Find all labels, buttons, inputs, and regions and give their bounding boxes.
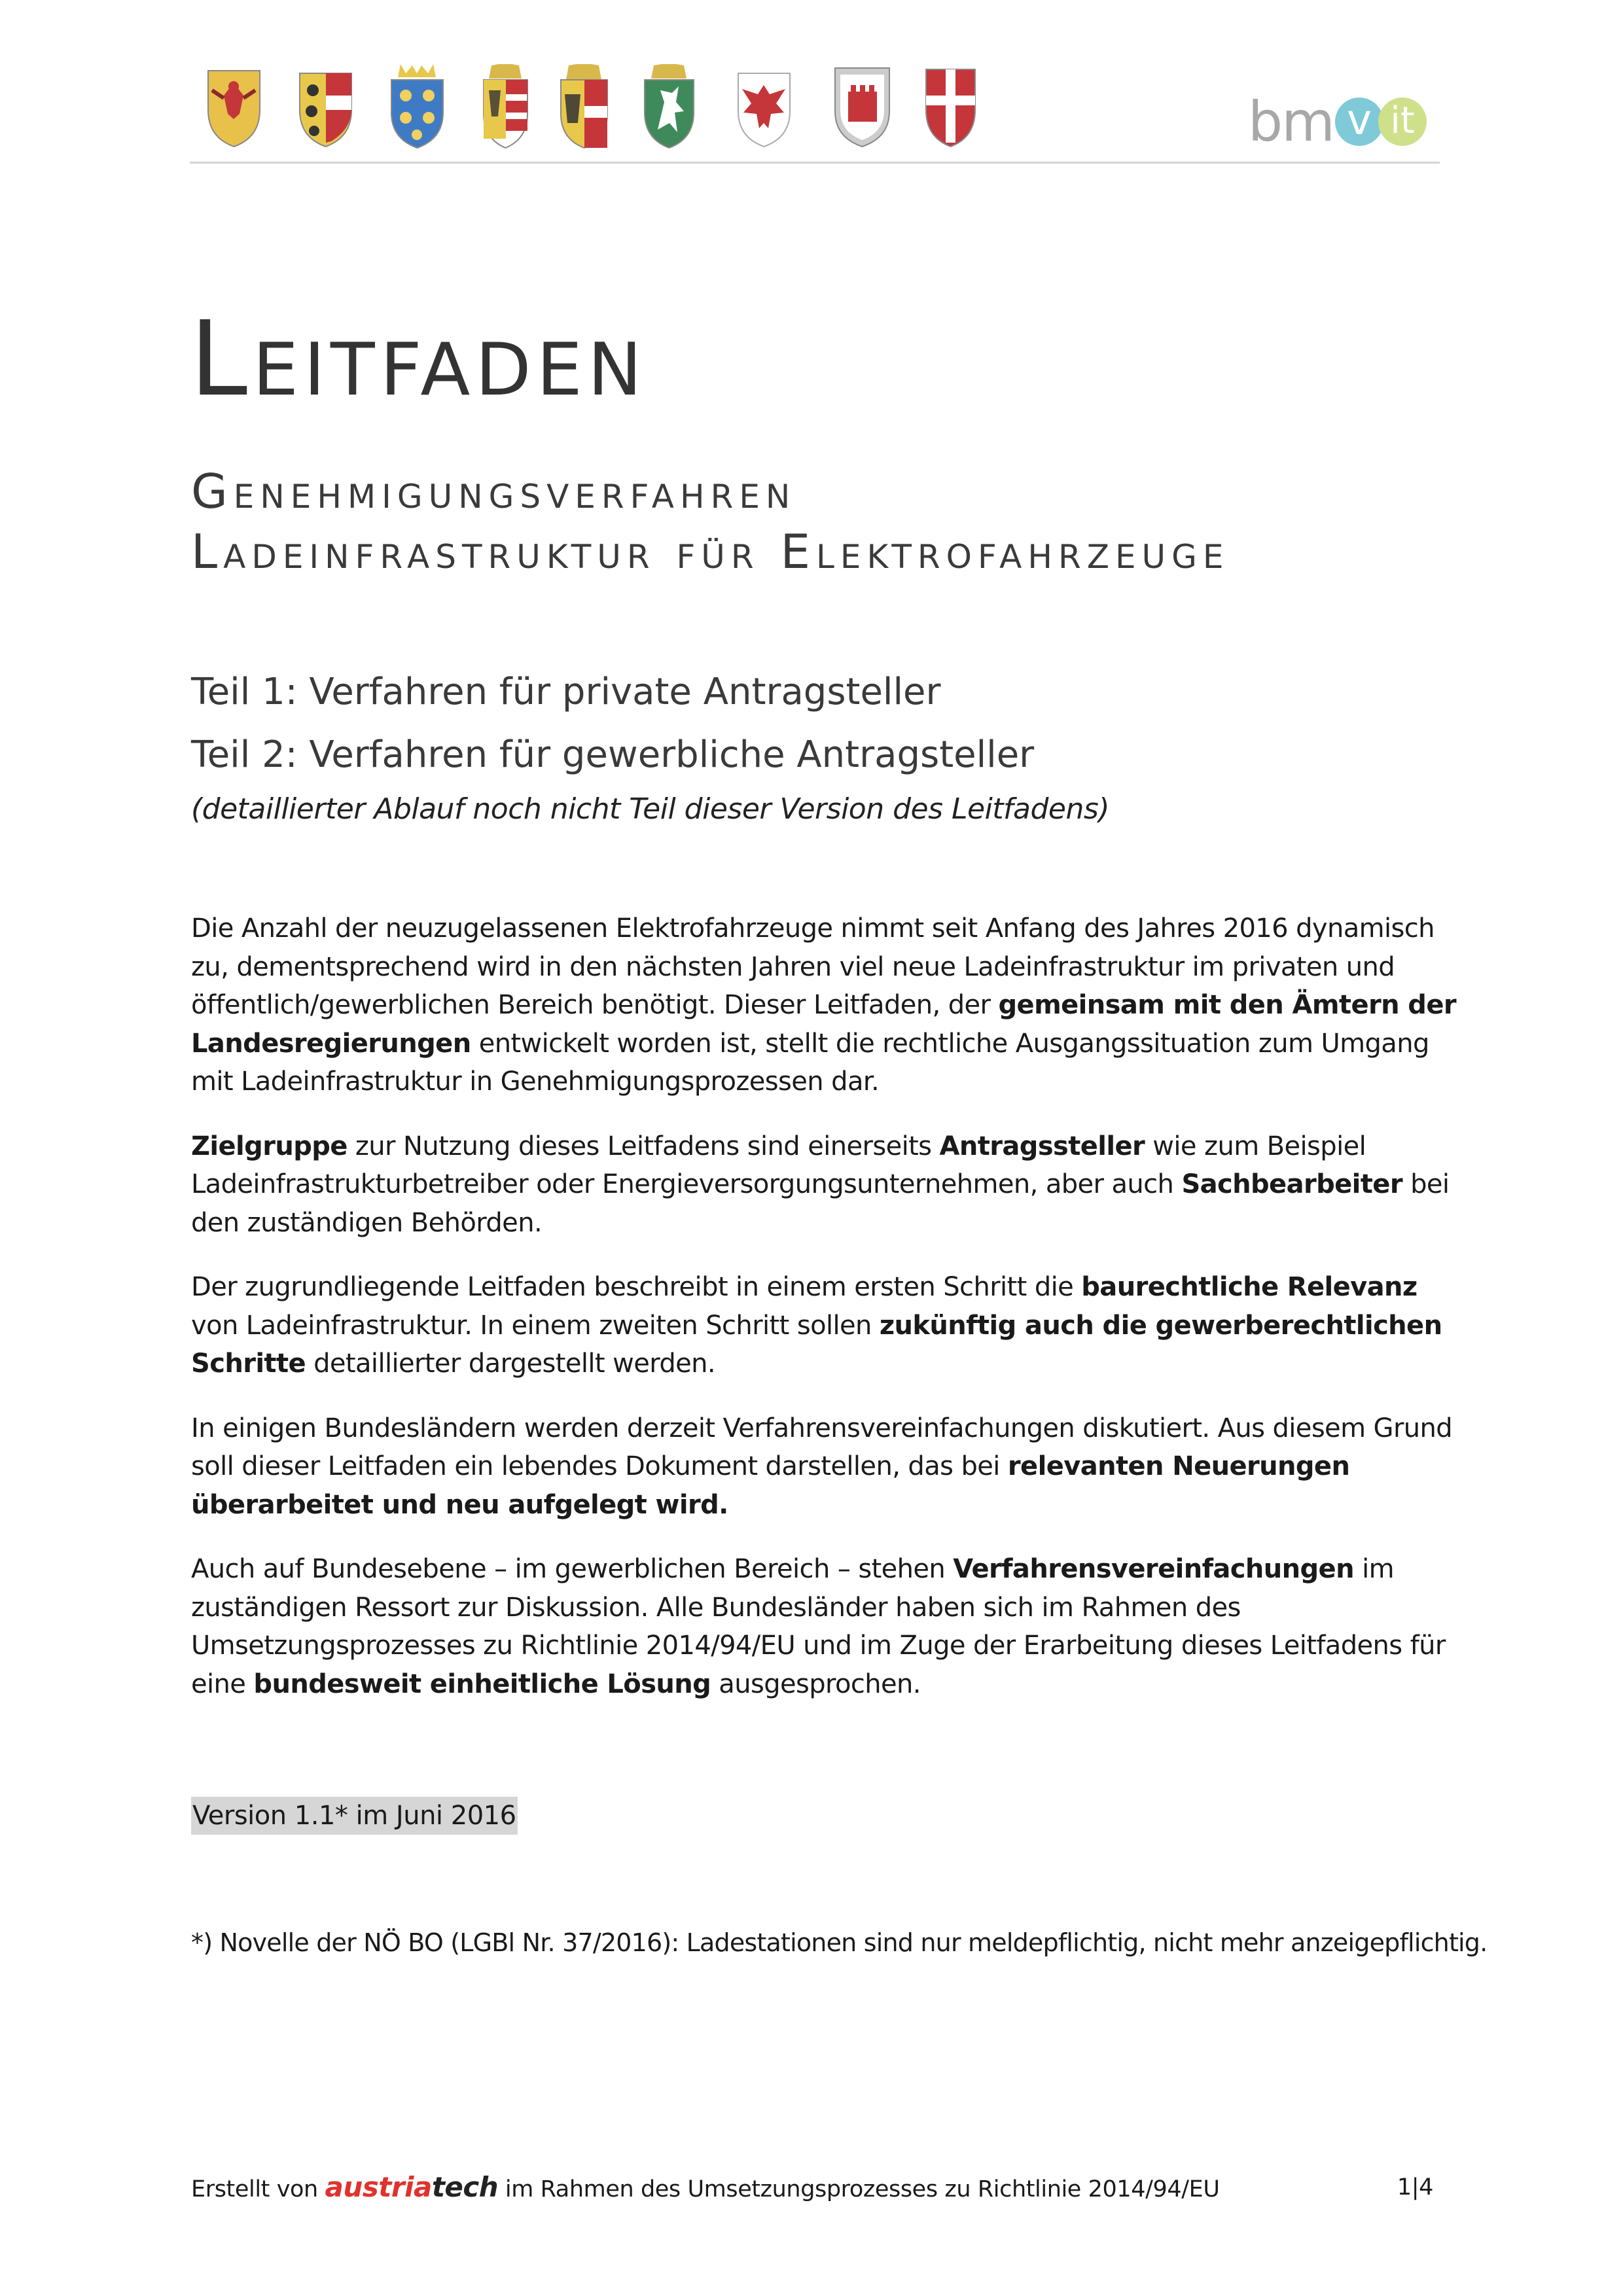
emphasis: Antragssteller (939, 1131, 1145, 1161)
paragraph-target-group: Zielgruppe zur Nutzung dieses Leitfadens sind einerseits Antragssteller wie zum Beispiel Ladeinfrastrukturbetreiber oder Energieversorgungsunternehmen, aber auch Sachbearbeiter bei den zuständigen Behörden. (191, 1131, 1450, 1238)
burgenland-crest-icon (203, 64, 265, 149)
footer-suffix: im Rahmen des Umsetzungsprozesses zu Richtlinie 2014/94/EU (498, 2176, 1220, 2202)
page-number: 1|4 (1397, 2174, 1433, 2200)
austriatech-logo: austriatech (325, 2171, 499, 2203)
version-note: Version 1.1* im Juni 2016 (191, 1797, 518, 1835)
logo-bm-text: bm (1247, 90, 1334, 154)
vorarlberg-crest-icon (831, 64, 893, 149)
emphasis: Verfahrensvereinfachungen (953, 1554, 1354, 1584)
footnote: *) Novelle der NÖ BO (LGBl Nr. 37/2016): Ladestationen sind nur meldepflichtig, nicht mehr anzeigepflichtig. (191, 1928, 1488, 1957)
wien-crest-icon (919, 64, 982, 149)
emphasis: Sachbearbeiter (1181, 1169, 1402, 1199)
parts-overview (191, 661, 1109, 832)
emphasis: baurechtliche Relevanz (1081, 1272, 1418, 1302)
document-title: Leitfaden (190, 299, 647, 419)
document-subtitle (191, 461, 1230, 582)
part-2-note: (detaillierter Ablauf noch nicht Teil dieser Version des Leitfadens) (191, 792, 1109, 826)
steiermark-crest-icon (638, 64, 700, 149)
subtitle-line-2: Ladeinfrastruktur für Elektrofahrzeuge (191, 524, 1230, 579)
emphasis: relevanten Neuerungen überarbeitet und neu aufgelegt wird. (191, 1451, 1350, 1520)
logo-v-circle: v (1335, 97, 1383, 146)
logo-it-circle: it (1378, 97, 1427, 146)
bmvit-logo (1248, 92, 1427, 152)
paragraph-intro: Die Anzahl der neuzugelassenen Elektrofahrzeuge nimmt seit Anfang des Jahres 2016 dynamisch zu, dementsprechend wird in den nächsten Jahren viel neue Ladeinfrastruktur im privaten und öffentlich/gewerblichen Bereich benötigt. Dieser Leitfaden, der gemeinsam mit den Ämtern der Landesregierungen entwickelt worden ist, stellt die rechtliche Ausgangssituation zum Umgang mit Ladeinfrastruktur in Genehmigungsprozessen dar. (191, 913, 1456, 1097)
niederoesterreich-crest-icon (386, 64, 448, 149)
footer-prefix: Erstellt von (191, 2176, 325, 2202)
paragraph-federal-level: Auch auf Bundesebene – im gewerblichen Bereich – stehen Verfahrensvereinfachungen im zuständigen Ressort zur Diskussion. Alle Bundesländer haben sich im Rahmen des Umsetzungsprozesses zu Richtlinie 2014/94/EU und im Zuge der Erarbeitung dieses Leitfadens für eine bundesweit einheitliche Lösung ausgesprochen. (191, 1554, 1446, 1699)
paragraph-scope: Der zugrundliegende Leitfaden beschreibt in einem ersten Schritt die baurechtliche Relevanz von Ladeinfrastruktur. In einem zweiten Schritt sollen zukünftig auch die gewerberechtlichen Schritte detaillierter dargestellt werden. (191, 1272, 1442, 1379)
page-footer (191, 2171, 1433, 2206)
part-2-heading: Teil 2: Verfahren für gewerbliche Antragsteller (191, 733, 1035, 776)
subtitle-line-1: Genehmigungsverfahren (191, 464, 796, 519)
page-header (190, 60, 1440, 164)
paragraph-living-document: In einigen Bundesländern werden derzeit Verfahrensvereinfachungen diskutiert. Aus diesem Grund soll dieser Leitfaden ein lebendes Dokument darstellen, das bei relevanten Neuerungen überarbeitet und neu aufgelegt wird. (191, 1413, 1453, 1520)
oberoesterreich-crest-icon (474, 64, 537, 149)
tirol-crest-icon (733, 64, 795, 149)
body-text (191, 910, 1461, 1729)
part-1-heading: Teil 1: Verfahren für private Antragsteller (191, 671, 941, 713)
kaernten-crest-icon (294, 64, 357, 149)
emphasis: zukünftig auch die gewerberechtlichen Schritte (191, 1310, 1442, 1379)
emphasis: gemeinsam mit den Ämtern der Landesregierungen (191, 990, 1456, 1059)
salzburg-crest-icon (553, 64, 615, 149)
emphasis: Zielgruppe (191, 1131, 348, 1161)
emphasis: bundesweit einheitliche Lösung (253, 1669, 711, 1699)
